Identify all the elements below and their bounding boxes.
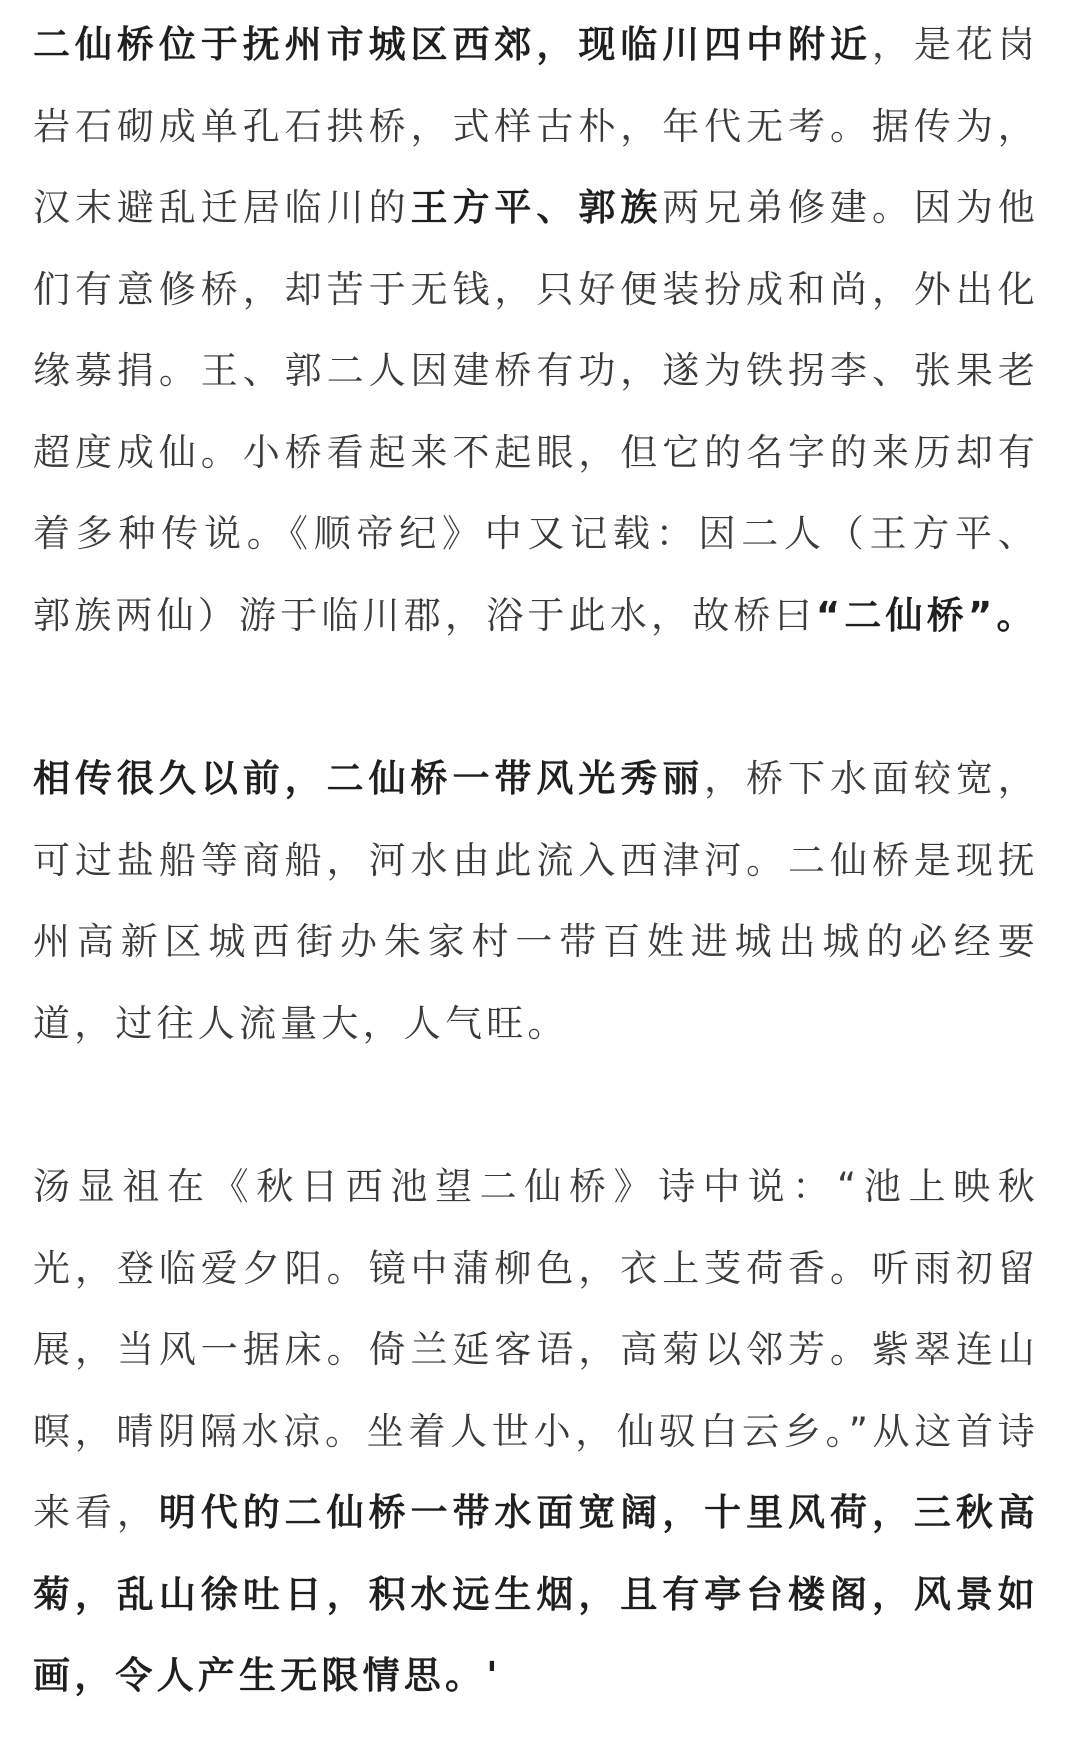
paragraph-bridge-history: [33, 4, 1039, 656]
text-segment-bold: 王方平、郭族: [410, 186, 663, 229]
text-segment: 汤显祖在《秋日西池望二仙桥》诗中说：“池上映秋光，登临爱夕阳。镜中蒲柳色，衣上芰荷香。听雨初留展，当风一据床。倚兰延客语，高菊以邻芳。紫翠连山暝，晴阴隔水凉。坐着人世小，仙驭白云乡。”从这首诗来看，: [33, 1165, 1039, 1534]
text-segment: 两兄弟修建。因为他们有意修桥，却苦于无钱，只好便装扮成和尚，外出化缘募捐。王、郭二人因建桥有功，遂为铁拐李、张果老超度成仙。小桥看起来不起眼，但它的名字的来历却有着多种传说。《顺帝纪》中又记载：因二人（王方平、郭族两仙）游于临川郡，浴于此水，故桥曰: [33, 186, 1039, 637]
text-segment-bold: “二仙桥”。: [815, 593, 1038, 637]
article-body: [33, 4, 1039, 1717]
text-segment-bold: 二仙桥位于抚州市城区西郊，现临川四中附近: [33, 23, 872, 66]
text-segment: ，桥下水面较宽，可过盐船等商船，河水由此流入西津河。二仙桥是现抚州高新区城西街办朱家村一带百姓进城出城的必经要道，过往人流量大，人气旺。: [33, 757, 1039, 1045]
text-segment-bold: 明代的二仙桥一带水面宽阔，十里风荷，三秋高菊，乱山徐吐日，积水远生烟，且有亭台楼阁，风景如画，令人产生无限情思。': [33, 1491, 1039, 1697]
text-segment: ，是花岗岩石砌成单孔石拱桥，式样古朴，年代无考。据传为，汉末避乱迁居临川的: [33, 23, 1039, 229]
paragraph-poem: [33, 1146, 1039, 1717]
text-segment-bold: 相传很久以前，二仙桥一带风光秀丽: [33, 757, 705, 800]
paragraph-scenery: [33, 738, 1039, 1064]
